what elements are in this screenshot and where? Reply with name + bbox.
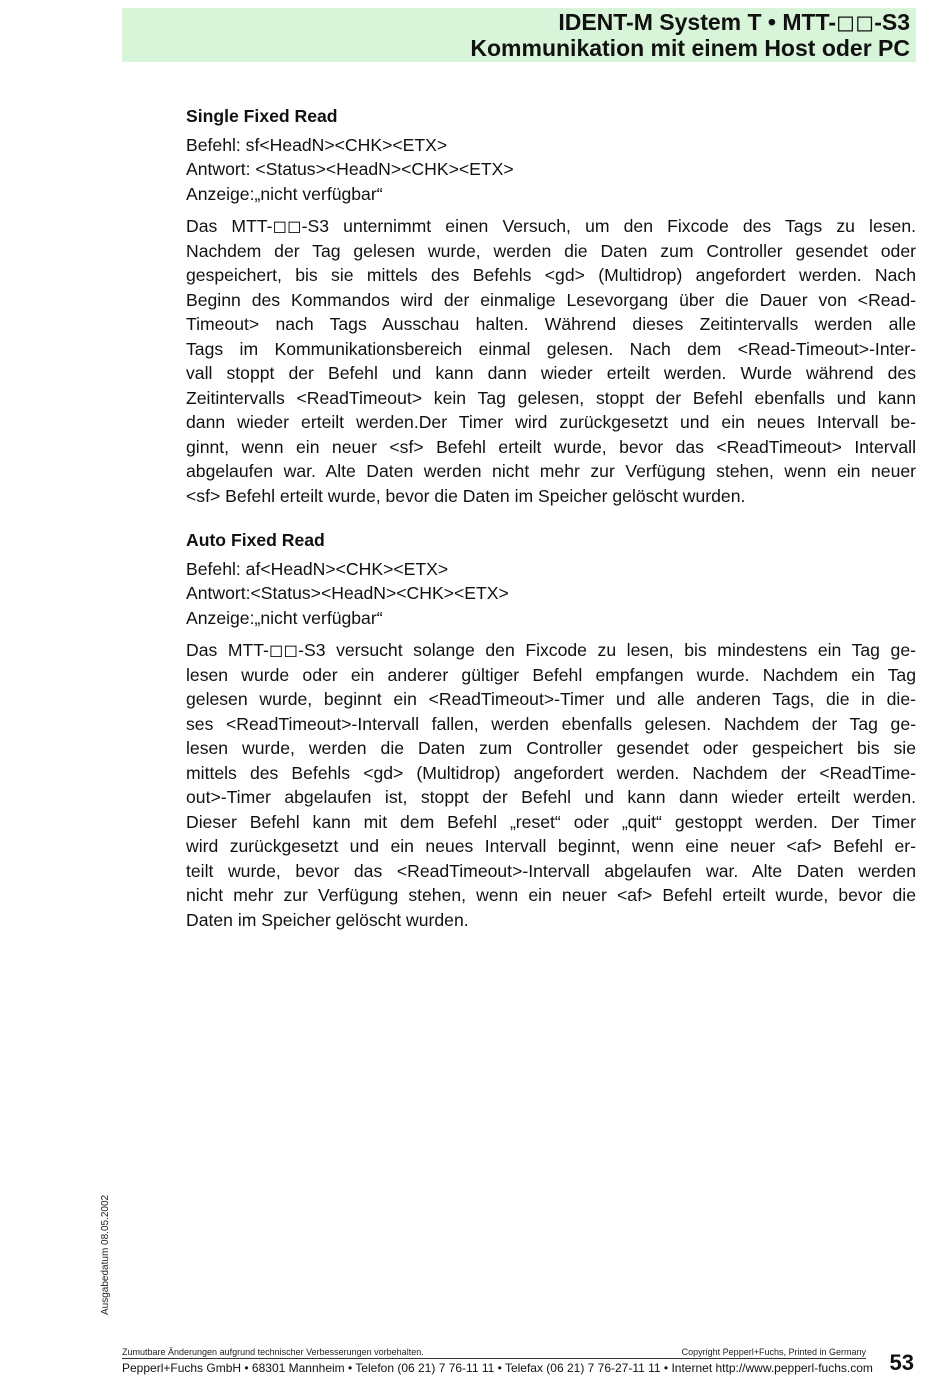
page-number: 53 [889,1350,914,1375]
command-block-auto-fixed-read [186,557,916,631]
response-line: Antwort: <Status><HeadN><CHK><ETX> [186,159,514,179]
footer-divider [122,1358,866,1359]
paragraph-line: Das MTT-◻◻-S3 versucht solange den Fixcode zu lesen, bis mindestens ein Tag ge- [186,640,916,660]
paragraph-single-fixed-read [186,214,916,508]
response-line: Antwort:<Status><HeadN><CHK><ETX> [186,583,509,603]
paragraph-line: Zeitintervalls <ReadTimeout> kein Tag gelesen, stoppt der Befehl ebenfalls und kann [186,387,916,408]
paragraph-line: ses <ReadTimeout>-Intervall fallen, werden ebenfalls gelesen. Nachdem der Tag ge- [186,713,916,734]
paragraph-line: wird zurückgesetzt und ein neues Intervall beginnt, wenn eine neuer <af> Befehl er- [186,836,916,856]
display-line: Anzeige:„nicht verfügbar“ [186,183,383,204]
paragraph-line: lesen wurde, werden die Daten zum Controller gesendet oder gespeichert bis sie [186,738,916,758]
command-line: Befehl: af<HeadN><CHK><ETX> [186,558,449,579]
paragraph-line: Daten im Speicher gelöscht wurden. [186,909,469,930]
display-line: Anzeige:„nicht verfügbar“ [186,607,383,628]
paragraph-auto-fixed-read [186,638,916,932]
footer-address: Pepperl+Fuchs GmbH • 68301 Mannheim • Telefon (06 21) 7 76-11 11 • Telefax (06 21) 7 76-27-11 11 • Internet http://www.pepperl-fuchs.com [122,1361,873,1375]
paragraph-line: Dieser Befehl kann mit dem Befehl „reset“ oder „quit“ gestoppt werden. Der Timer [186,811,916,832]
section-title-auto-fixed-read: Auto Fixed Read [186,530,325,550]
paragraph-line: Das MTT-◻◻-S3 unternimmt einen Versuch, um den Fixcode des Tags zu lesen. [186,216,916,236]
paragraph-line: lesen wurde oder ein anderer gültiger Befehl empfangen wurde. Nachdem ein Tag [186,664,916,685]
paragraph-line: <sf> Befehl erteilt wurde, bevor die Daten im Speicher gelöscht wurden. [186,485,746,506]
paragraph-line: dann wieder erteilt werden.Der Timer wird zurückgesetzt und ein neues Intervall be- [186,412,916,432]
paragraph-line: gelesen wurde, beginnt ein <ReadTimeout>-Timer und alle anderen Tags, die in die- [186,689,916,709]
paragraph-line: out>-Timer abgelaufen ist, stoppt der Befehl und kann dann wieder erteilt werden. [186,787,916,807]
paragraph-line: abgelaufen war. Alte Daten werden nicht mehr zur Verfügung stehen, wenn ein neuer [186,461,916,481]
paragraph-line: teilt wurde, bevor das <ReadTimeout>-Intervall abgelaufen war. Alte Daten werden [186,860,916,881]
paragraph-line: vall stoppt der Befehl und kann dann wieder erteilt werden. Wurde während des [186,363,916,383]
paragraph-line: gespeichert, bis sie mittels des Befehls <gd> (Multidrop) angefordert werden. Nach [186,265,916,285]
footer-notice: Zumutbare Änderungen aufgrund technischer Verbesserungen vorbehalten. [122,1347,424,1357]
paragraph-line: Tags im Kommunikationsbereich einmal gelesen. Nach dem <Read-Timeout>-Inter- [186,338,916,359]
paragraph-line: mittels des Befehls <gd> (Multidrop) angefordert werden. Nachdem der <ReadTime- [186,762,916,783]
paragraph-line: Beginn des Kommandos wird der einmalige Lesevorgang über die Dauer von <Read- [186,289,916,310]
main-content [186,104,916,952]
issue-date-sidebar: Ausgabedatum 08.05.2002 [100,1194,111,1315]
header-title-line2: Kommunikation mit einem Host oder PC [470,35,910,61]
header-title-line1: IDENT-M System T • MTT-◻◻-S3 [558,9,910,35]
paragraph-line: nicht mehr zur Verfügung stehen, wenn ein neuer <af> Befehl erteilt wurde, bevor die [186,885,916,905]
command-block-single-fixed-read [186,133,916,207]
command-line: Befehl: sf<HeadN><CHK><ETX> [186,134,448,155]
paragraph-line: ginnt, wenn ein neuer <sf> Befehl erteilt wurde, bevor das <ReadTimeout> Intervall [186,436,916,457]
footer-copyright: Copyright Pepperl+Fuchs, Printed in Germany [681,1347,866,1357]
section-title-single-fixed-read: Single Fixed Read [186,106,338,126]
paragraph-line: Timeout> nach Tags Ausschau halten. Während dieses Zeitintervalls werden alle [186,314,916,334]
paragraph-line: Nachdem der Tag gelesen wurde, werden die Daten zum Controller gesendet oder [186,240,916,261]
